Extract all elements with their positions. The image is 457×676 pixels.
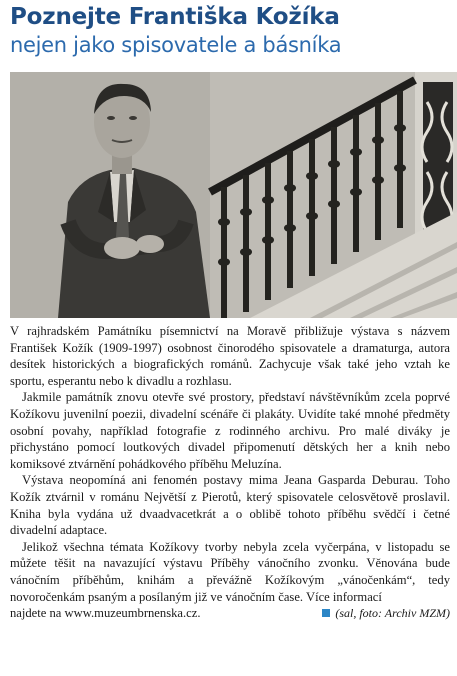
portrait-photo xyxy=(10,72,457,318)
article-paragraph: Jelikož všechna témata Kožíkovy tvorby nebyla zcela vyčerpána, v listopadu se můžete těšit na navazující výstavu Příběhy vánočního zvonku. Věnována bude vánočním příběhům, knihám a převážně Kožíkovým „vánočenkám“, tedy novoročenkám psaným a posílaným již ve vánočním čase. Více informací xyxy=(10,539,450,604)
article-last-line xyxy=(10,605,450,622)
credit-text: (sal, foto: Archiv MZM) xyxy=(335,606,450,621)
article-paragraph: Jakmile památník znovu otevře své prostory, představí návštěvníkům zcela poprvé Kožíkovu juvenilní poezii, divadelní scénáře či plakáty. Uvidíte také mnohé předměty osobní povahy, například fotografie z rodinného archivu. Pro malé diváky je přichystáno pomocí loutkových divadel připomenutí dětských her a knih nebo komiksové ztvárnění pohádkového příběhu Meluzína. xyxy=(10,390,450,471)
article-title: Poznejte Františka Kožíka xyxy=(10,4,340,30)
article-paragraph: V rajhradském Památníku písemnictví na Moravě přibližuje výstava s názvem František Kožík (1909-1997) osobnost činorodého spisovatele a dramaturga, autora desítek historických a biografických románů. Zachycuje však také jeho vztah ke sportu, esperantu nebo k divadlu a rozhlasu. xyxy=(10,324,450,388)
article-body xyxy=(10,323,450,622)
photo-credit xyxy=(322,605,450,622)
website-link-text: najdete na www.muzeumbrnenska.cz. xyxy=(10,606,201,621)
article-subtitle: nejen jako spisovatele a básníka xyxy=(10,33,342,57)
end-square-icon xyxy=(322,609,330,617)
article-paragraph: Výstava neopomíná ani fenomén postavy mima Jeana Gasparda Deburau. Toho Kožík ztvárnil v románu Největší z Pierotů, který spisovatele celosvětově proslavil. Kniha byla vydána už dvaadvacetkrát a o oblibě tohoto příběhu svědčí i četné divadelní adaptace. xyxy=(10,473,450,538)
